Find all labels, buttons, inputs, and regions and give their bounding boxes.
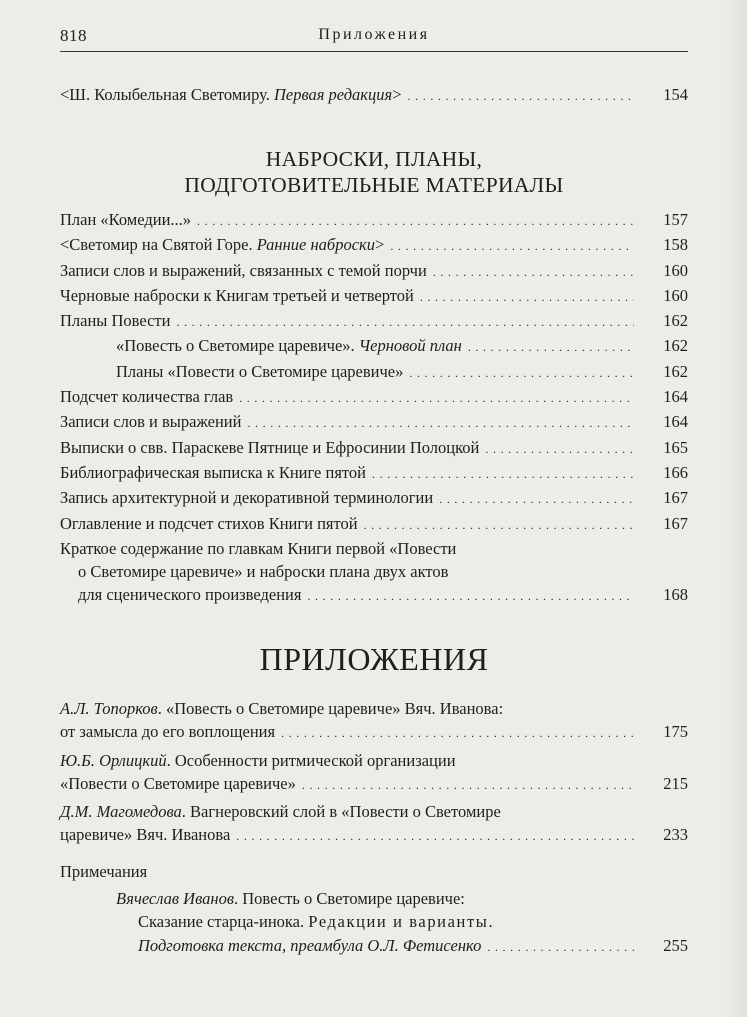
toc-entry[interactable]: Записи слов и выражений, связанных с темой порчи . . . 160	[60, 259, 688, 284]
notes-entry[interactable]: Вячеслав Иванов. Повесть о Светомире царевиче:	[116, 889, 465, 909]
toc-entry[interactable]: Оглавление и подсчет стихов Книги пятой . . . 167	[60, 512, 688, 537]
toc-top	[60, 83, 688, 108]
header-rule	[60, 51, 688, 52]
toc-entry[interactable]: Библиографическая выписка к Книге пятой . . . 166	[60, 461, 688, 486]
author-name: Д.М. Магомедова	[60, 802, 182, 822]
leader-dots	[408, 85, 634, 108]
author-name: Вячеслав Иванов	[116, 889, 234, 909]
toc-entry-multiline[interactable]: Краткое содержание по главкам Книги первой «Повести о Светомире царевиче» и наброски плана двух актов для сценического произведения . . . 168	[60, 537, 688, 609]
notes-label[interactable]: Примечания	[60, 861, 148, 881]
page-number: 818	[60, 26, 87, 45]
page-ref: 154	[663, 85, 688, 104]
toc-entry[interactable]: Подсчет количества глав . . . 164	[60, 385, 688, 410]
toc-entry[interactable]: Выписки о свв. Параскеве Пятнице и Ефросинии Полоцкой . . . 165	[60, 436, 688, 461]
running-title: Приложения	[318, 26, 430, 43]
toc-entry-multiline[interactable]: Д.М. Магомедова. Вагнеровский слой в «Повести о Светомире царевиче» Вяч. Иванова . . . 233	[60, 800, 688, 849]
section-heading-large: ПРИЛОЖЕНИЯ	[259, 641, 489, 677]
section-drafts-entries	[60, 208, 688, 609]
toc-entry[interactable]: Черновые наброски к Книгам третьей и четвертой . . . 160	[60, 284, 688, 309]
page-edge-shadow	[725, 0, 747, 1017]
author-name: Ю.Б. Орлицкий	[60, 750, 167, 770]
section-drafts	[60, 146, 688, 198]
running-header	[60, 26, 688, 52]
toc-entry[interactable]: <Светомир на Святой Горе. Ранние наброски> . . . 158	[60, 233, 688, 258]
toc-entry-multiline[interactable]: Ю.Б. Орлицкий. Особенности ритмической организации «Повести о Светомире царевиче» . . . 215	[60, 749, 688, 798]
toc-subentry[interactable]: Планы «Повести о Светомире царевиче» . . . 162	[60, 360, 688, 385]
notes-entry-body[interactable]: Сказание старца-инока. Редакции и варианты. Подготовка текста, преамбула О.Л. Фетисенко . . . 255	[60, 910, 688, 959]
toc-entry[interactable]: Планы Повести . . . 162	[60, 309, 688, 334]
toc-entry[interactable]: План «Комедии...» . . . 157	[60, 208, 688, 233]
toc-entry-multiline[interactable]: А.Л. Топорков. «Повесть о Светомире царевиче» Вяч. Иванова: от замысла до его воплощения . . . 175	[60, 697, 688, 746]
section-heading: НАБРОСКИ, ПЛАНЫ, ПОДГОТОВИТЕЛЬНЫЕ МАТЕРИАЛЫ	[184, 147, 564, 197]
toc-subentry[interactable]: «Повесть о Светомире царевиче». Черновой план . . . 162	[60, 334, 688, 359]
toc-entry[interactable]: <Ш. Колыбельная Светомиру. Первая редакция> . . . 154	[60, 83, 688, 108]
author-name: А.Л. Топорков	[60, 699, 158, 718]
toc-entry[interactable]: Записи слов и выражений . . . 164	[60, 410, 688, 435]
section-appendices	[60, 640, 688, 678]
section-appendices-entries	[60, 697, 688, 959]
toc-entry[interactable]: Запись архитектурной и декоративной терминологии . . . 167	[60, 486, 688, 511]
